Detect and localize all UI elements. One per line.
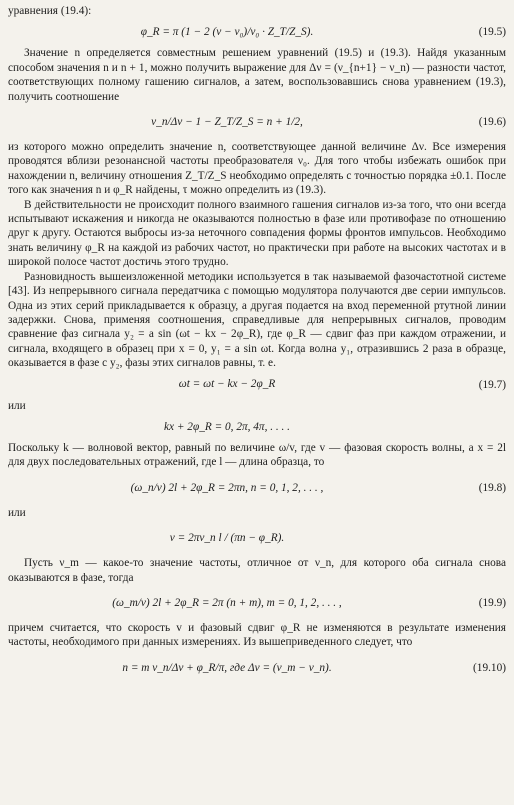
equation-number: (19.9) <box>478 596 506 609</box>
equation-number: (19.5) <box>478 26 506 39</box>
equation-formula: φ_R = π (1 − 2 (ν − ν₀)/ν₀ · Z_T/Z_S). <box>140 26 314 39</box>
text-paragraph: из которого можно определить значение n, соответствующее данной величине Δν. Все измерения проводятся вблизи резонансной частоты преобразователя ν₀. Для того чтобы избежать ошибок при нахождении n, величину отношения Z_T/Z_S необходимо определять с точностью порядка ±0.1. После того как значения n и φ_R найдены, τ можно определить из (19.3). <box>8 141 506 197</box>
equation-formula: n = m ν_n/Δν + φ_R/π, где Δν = (ν_m − ν_n). <box>122 661 332 674</box>
text-paragraph: Поскольку k — волновой вектор, равный по величине ω/v, где v — фазовая скорость волны, а x = 2l для двух последовательных отражений, где l — длина образца, то <box>8 441 506 469</box>
equation-velocity <box>8 520 506 556</box>
equation-19-9 <box>8 585 506 621</box>
equation-formula: (ω_m/v) 2l + 2φ_R = 2π (n + m), m = 0, 1, 2, . . . , <box>112 596 342 609</box>
equation-number: (19.6) <box>478 115 506 128</box>
text-paragraph: причем считается, что скорость v и фазовый сдвиг φ_R не изменяются в результате изменения частоты, необходимого при данных измерениях. Из вышеприведенного следует, что <box>8 621 506 649</box>
equation-formula: ωt = ωt − kx − 2φ_R <box>178 378 276 391</box>
text-paragraph: или <box>8 399 26 412</box>
equation-number: (19.8) <box>478 481 506 494</box>
equation-formula: kx + 2φ_R = 0, 2π, 4π, . . . . <box>164 420 290 433</box>
text-paragraph: или <box>8 506 26 519</box>
text-paragraph: уравнения (19.4): <box>8 5 92 17</box>
equation-formula: v = 2πν_n l / (πn − φ_R). <box>169 531 285 544</box>
text-paragraph: Значение n определяется совместным решением уравнений (19.5) и (19.3). Найдя указанным способом значения n и n + 1, можно получить выражение для Δν = (ν_{n+1} − ν_n) — разности частот, соответствующих полному гашению сигналов, а затем, воспользовавшись снова уравнением (19.3), получить соотношение <box>8 47 506 103</box>
text-paragraph: Разновидность вышеизложенной методики используется в так называемой фазочастотной системе [43]. Из непрерывного сигнала передатчика с помощью модулятора получаются две серии импульсов. Одна из этих серий прикладывается к образцу, а другая подается на вход переменной ртутной линии задержки. Снова, применяя соотношения, справедливые для непрерывных сигналов, проводим сравнение фаз сигнала y₂ = a sin (ωt − kx − 2φ_R), где φ_R — сдвиг фаз при каждом отражении, и сигнала, входящего в образец при x = 0, y₁ = a sin ωt. Когда волна y₁, отразившись 2 раза в образце, оказывается в фазе с y₂, фазы этих сигналов равны, т. е. <box>8 270 506 370</box>
equation-19-6 <box>8 104 506 140</box>
equation-number: (19.10) <box>473 661 506 674</box>
text-paragraph: В действительности не происходит полного взаимного гашения сигналов из-за того, что они всегда испытывают искажения и никогда не оказываются полностью в фазе или противофазе по отношению друг к другу. Остаются выбросы из-за неточного совпадения формы фронтов импульсов. Необходимо знать величину φ_R на каждой из рабочих частот, но практически при работе на высоких частотах и в широкой полосе частот достичь этого трудно. <box>8 198 506 269</box>
equation-19-8 <box>8 470 506 506</box>
equation-formula: (ω_n/v) 2l + 2φ_R = 2πn, n = 0, 1, 2, . . . , <box>130 481 324 494</box>
equation-formula: ν_n/Δν − 1 − Z_T/Z_S = n + 1/2, <box>151 115 303 128</box>
equation-19-5 <box>8 18 506 46</box>
equation-19-7-continued <box>8 413 506 441</box>
equation-19-10 <box>8 650 506 686</box>
equation-number: (19.7) <box>478 378 506 391</box>
equation-19-7 <box>8 371 506 399</box>
text-paragraph: Пусть ν_m — какое-то значение частоты, отличное от ν_n, для которого оба сигнала снова оказываются в фазе, тогда <box>8 557 506 584</box>
